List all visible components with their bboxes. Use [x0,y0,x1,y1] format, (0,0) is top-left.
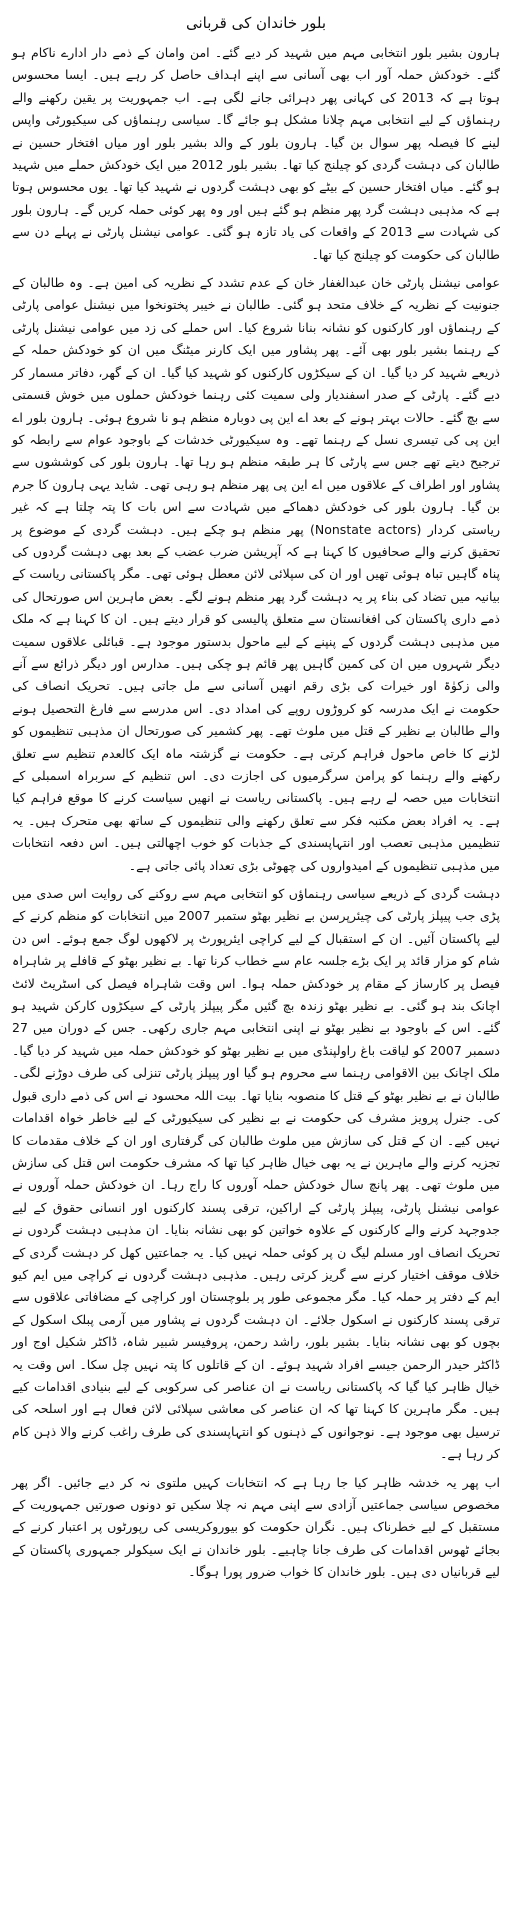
article-paragraph: عوامی نیشنل پارٹی خان عبدالغفار خان کے عدم تشدد کے نظریہ کی امین ہے۔ وہ طالبان کے جنونیت کے نظریہ کے خلاف متحد ہو گئی۔ طالبان نے خیبر پختونخوا میں نیشنل عوامی پارٹی کے رہنماؤں اور کارکنوں کو نشانہ بنانا شروع کیا۔ اس حملے کی زد میں عوامی نیشنل پارٹی کے رہنما بشیر بلور بھی آئے۔ پھر پشاور میں ایک کارنر میٹنگ میں ان کو خودکش حملہ کے ذریعے شہید کر دیا گیا۔ ان کے سیکڑوں کارکنوں کو شہید کیا گیا۔ ان کے گھر، دفاتر مسمار کر دیے گئے۔ پارٹی کے صدر اسفندیار ولی سمیت کئی رہنما خودکش حملوں میں خوش قسمتی سے بچ گئے۔ حالات بہتر ہونے کے بعد اے این پی دوبارہ منظم ہو نا شروع ہوئی۔ ہارون بلور اے این پی کی تیسری نسل کے رہنما تھے۔ وہ سیکیورٹی خدشات کے باوجود عوام سے رابطہ کو ترجیح دیتے تھے جس سے پارٹی کا ہر طبقہ منظم ہو رہا تھا۔ ہارون بلور کی کوششوں سے پشاور اور اطراف کے علاقوں میں اے این پی پھر منظم ہو رہی تھی۔ شاید یہی ہارون کا جرم بن گیا۔ ہارون بلور کی خودکش دھماکے میں شہادت سے اس بات کا پتہ چلتا ہے کہ غیر ریاستی کردار (Nonstate actors) پھر منظم ہو چکے ہیں۔ دہشت گردی کے موضوع پر تحقیق کرنے والے صحافیوں کا کہنا ہے کہ آپریشن ضرب عضب کے بعد بھی دہشت گردوں کی پناہ گاہیں تباہ ہوئی تھیں اور ان کی سپلائی لائن معطل ہوئی تھی۔ مگر پاکستانی ریاست کے بیانیہ میں تضاد کی بناء پر یہ دہشت گرد پھر منظم ہونے لگے۔ بعض ماہرین اس صورتحال کی ذمے داری پاکستان کی افغانستان سے متعلق پالیسی کو قرار دیتے ہیں۔ ان کا کہنا ہے کہ ملک میں مذہبی دہشت گردوں کے پنپنے کے لیے ماحول بدستور موجود ہے۔ قبائلی علاقوں سمیت دیگر شہروں میں ان کی کمین گاہیں پھر قائم ہو چکی ہیں۔ مدارس اور دیگر ذرائع سے آنے والی زکوٰۃ اور خیرات کی بڑی رقم انھیں آسانی سے مل جاتی ہیں۔ تحریک انصاف کی حکومت نے ایک مدرسہ کو کروڑوں روپے کی امداد دی۔ اس مدرسے سے فارغ التحصیل ہونے والے طالبان بے نظیر کے قتل میں ملوث تھے۔ پھر کشمیر کی صورتحال ان مذہبی تنظیموں کو لڑنے کا خاص ماحول فراہم کرتی ہے۔ حکومت نے گزشتہ ماہ ایک کالعدم تنظیم سے تعلق رکھنے والے رہنما کو پرامن سرگرمیوں کی اجازت دی۔ اس تنظیم کے سربراہ اسمبلی کے انتخابات میں حصہ لے رہے ہیں۔ پاکستانی ریاست نے انھیں سیاست کرنے کا موقع فراہم کیا ہے۔ یہ افراد بعض مکتبہ فکر سے تعلق رکھنے والی تنظیموں کے ساتھ بھی متحرک ہیں۔ یہ تنظیمیں مذہبی تعصب اور انتہاپسندی کے جذبات کو خوب اچھالتی ہیں۔ اس دفعہ انتخابات میں مذہبی تنظیموں کے امیدواروں کی چھوٹی بڑی تعداد پائی جاتی ہے۔ [12,275,500,873]
article-paragraph: دہشت گردی کے ذریعے سیاسی رہنماؤں کو انتخابی مہم سے روکنے کی روایت اس صدی میں پڑی جب پیپلز پارٹی کی چیئرپرسن بے نظیر بھٹو ستمبر 2007 میں انتخابات کو منظم کرنے کے لیے پاکستان آئیں۔ ان کے استقبال کے لیے کراچی ایئرپورٹ پر لاکھوں لوگ جمع ہوئے۔ اس دن شام کو مزار قائد پر ایک بڑے جلسہ عام سے خطاب کرنا تھا۔ بے نظیر بھٹو کے قافلے پر شاہراہ فیصل پر کارساز کے مقام پر خودکش حملہ ہوا۔ اس وقت شاہراہ فیصل کی اسٹریٹ لائٹ اچانک بند ہو گئی۔ بے نظیر بھٹو زندہ بچ گئیں مگر پیپلز پارٹی کے سیکڑوں کارکن شہید ہو گئے۔ اس کے باوجود بے نظیر بھٹو نے اپنی انتخابی مہم جاری رکھی۔ جس کے دوران میں 27 دسمبر 2007 کو لیاقت باغ راولپنڈی میں بے نظیر بھٹو کو خودکش حملہ میں شہید کر دیا گیا۔ ملک اچانک بین الاقوامی رہنما سے محروم ہو گیا اور پیپلز پارٹی تنزلی کی طرف دوڑنے لگی۔ طالبان نے بے نظیر بھٹو کے قتل کا منصوبہ بنایا تھا۔ بیت اللہ محسود نے اس کی ذمے داری قبول کی۔ جنرل پرویز مشرف کی حکومت نے بے نظیر کی سیکیورٹی کے لیے خاطر خواہ اقدامات نہیں کیے۔ ان کے قتل کی سازش میں ملوث طالبان کی گرفتاری اور ان کے خلاف مقدمات کا تجزیہ کرنے والے ماہرین نے یہ بھی خیال ظاہر کیا تھا کہ مشرف حکومت اس قتل کی سازش میں ملوث تھی۔ پھر پانچ سال خودکش حملہ آوروں کا راج رہا۔ ان خودکش حملہ آوروں نے عوامی نیشنل پارٹی، پیپلز پارٹی کے اراکین، ترقی پسند کارکنوں اور انسانی حقوق کے لیے جدوجہد کرنے والے کارکنوں کے علاوہ خواتین کو بھی نشانہ بنایا۔ ان مذہبی دہشت گردوں نے تحریک انصاف اور مسلم لیگ ن پر کوئی حملہ نہیں کیا۔ یہ جماعتیں کھل کر دہشت گردی کے خلاف موقف اختیار کرنے سے گریز کرتی رہیں۔ مذہبی دہشت گردوں نے کراچی میں ایم کیو ایم کے دفتر پر حملہ کیا۔ مگر مجموعی طور پر بلوچستان اور کراچی کے مضافاتی علاقوں سے ترقی پسند کارکنوں نے اسکول جلائے۔ ان دہشت گردوں نے پشاور میں آرمی پبلک اسکول کے بچوں کو بھی نشانہ بنایا۔ بشیر بلور، راشد رحمن، پروفیسر شبیر شاہ، ڈاکٹر شکیل اوج اور ڈاکٹر حیدر الرحمن جیسے افراد شہید ہوئے۔ ان کے قاتلوں کا پتہ نہیں چل سکا۔ اس وقت یہ خیال ظاہر کیا گیا کہ پاکستانی ریاست نے ان عناصر کی سرکوبی کے لیے بنیادی اقدامات کیے ہیں۔ مگر ماہرین کا کہنا تھا کہ ان عناصر کی معاشی سپلائی لائن فعال ہے اور اسلحہ کی ترسیل بھی موجود ہے۔ نوجوانوں کے ذہنوں کو انتہاپسندی کی طرف راغب کرنے والا ذہن کام کر رہا ہے۔ [12,886,500,1462]
article-title: بلور خاندان کی قربانی [185,14,327,32]
article-paragraph: ہارون بشیر بلور انتخابی مہم میں شہید کر دیے گئے۔ امن وامان کے ذمے دار ادارے ناکام ہو گئے۔ خودکش حملہ آور اب بھی آسانی سے اپنے اہداف حاصل کر رہے ہیں۔ ایسا محسوس ہوتا ہے کہ 2013 کی کہانی پھر دہرائی جانے لگی ہے۔ اب جمہوریت پر یقین رکھنے والے رہنماؤں کے لیے انتخابی مہم چلانا مشکل ہو جائے گا۔ سیاسی رہنماؤں کی سیکیورٹی واپس لینے کا فیصلہ پھر سوال بن گیا۔ ہارون بلور کے والد بشیر بلور اور میاں افتخار حسین نے طالبان کی دہشت گردی کو چیلنج کیا تھا۔ بشیر بلور 2012 میں ایک خودکش حملے میں شہید ہو گئے۔ میاں افتخار حسین کے بیٹے کو بھی دہشت گردوں نے شہید کیا تھا۔ یوں محسوس ہوتا ہے کہ مذہبی دہشت گرد پھر منظم ہو گئے ہیں اور وہ پھر کوئی حملہ کریں گے۔ ہارون بلور کی شہادت سے 2013 کے واقعات کی یاد تازہ ہو گئی۔ عوامی نیشنل پارٹی نے پہلے دن سے طالبان کی حکومت کو چیلنج کیا تھا۔ [12,45,500,262]
article-body [12,42,500,1584]
article-paragraph: اب پھر یہ خدشہ ظاہر کیا جا رہا ہے کہ انتخابات کہیں ملتوی نہ کر دیے جائیں۔ اگر پھر مخصوص سیاسی جماعتیں آزادی سے اپنی مہم نہ چلا سکیں تو دونوں صورتیں جمہوریت کے مستقبل کے لیے خطرناک ہیں۔ نگران حکومت کو بیوروکریسی کی رپورٹوں پر اعتبار کرنے کے بجائے ٹھوس اقدامات کی طرف جانا چاہیے۔ بلور خاندان نے ایک سیکولر جمہوری پاکستان کے لیے قربانیاں دی ہیں۔ بلور خاندان کا خواب ضرور پورا ہوگا۔ [12,1474,500,1580]
